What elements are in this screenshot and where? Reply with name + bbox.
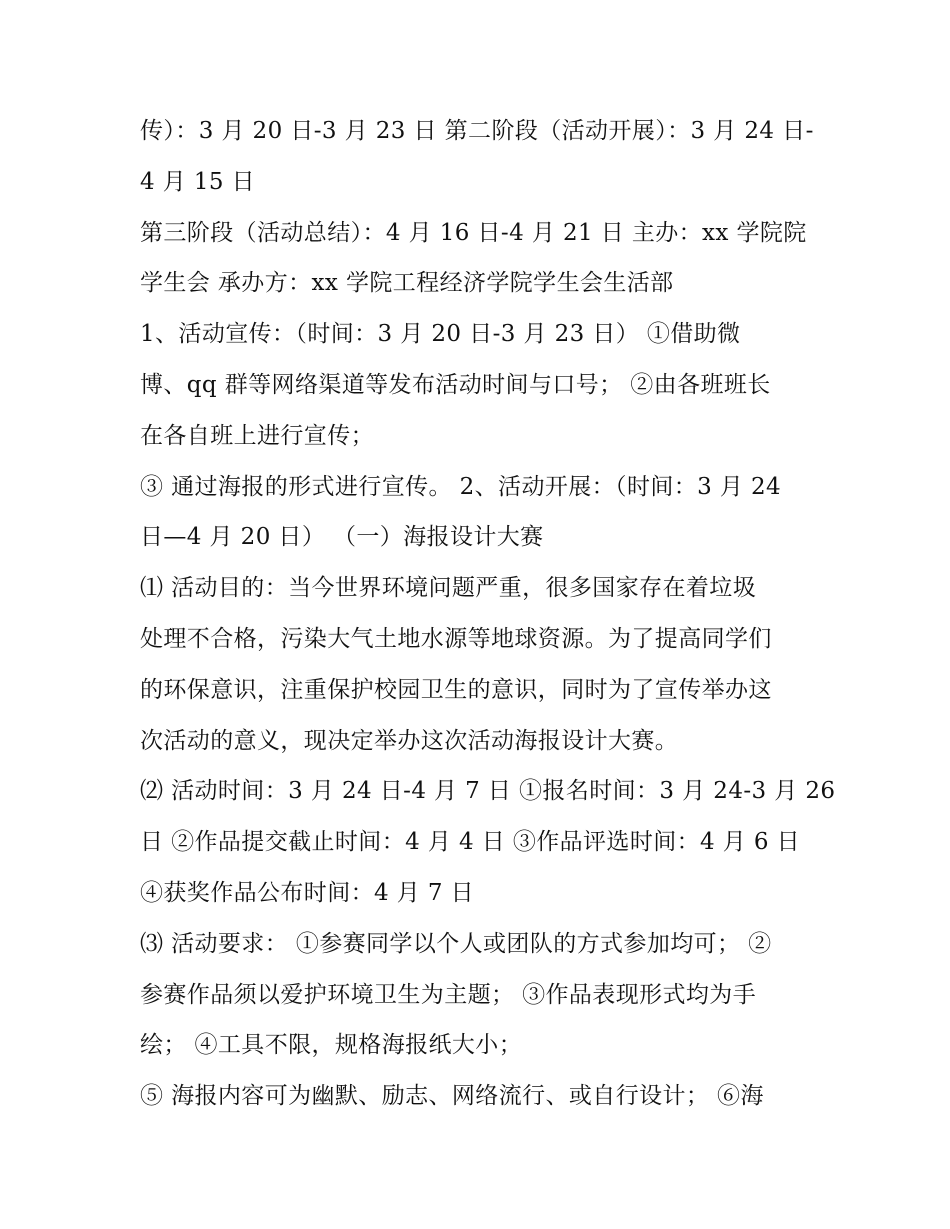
text-line: ④获奖作品公布时间：4 月 7 日 xyxy=(140,879,474,906)
text-line: ⑶ 活动要求： ①参赛同学以个人或团队的方式参加均可； ② xyxy=(140,930,772,957)
text-line: 的环保意识，注重保护校园卫生的意识，同时为了宣传举办这 xyxy=(140,676,772,703)
text-line: 4 月 15 日 xyxy=(140,168,256,195)
text-line: 处理不合格，污染大气土地水源等地球资源。为了提高同学们 xyxy=(140,625,772,652)
text-line: ⑤ 海报内容可为幽默、励志、网络流行、或自行设计； ⑥海 xyxy=(140,1083,764,1110)
text-line: 传）：3 月 20 日-3 月 23 日 第二阶段（活动开展）：3 月 24 日- xyxy=(140,118,814,144)
text-line: ⑵ 活动时间：3 月 24 日-4 月 7 日 ①报名时间：3 月 24-3 月 26 xyxy=(140,778,836,805)
text-line: 学生会 承办方：xx 学院工程经济学院学生会生活部 xyxy=(140,270,674,297)
text-line: 日 ②作品提交截止时间：4 月 4 日 ③作品评选时间：4 月 6 日 xyxy=(140,829,801,856)
text-line: 参赛作品须以爱护环境卫生为主题； ③作品表现形式均为手 xyxy=(140,981,757,1008)
text-line: ③ 通过海报的形式进行宣传。 2、活动开展：（时间：3 月 24 xyxy=(140,473,782,500)
document-body xyxy=(140,106,836,1122)
text-line: 博、qq 群等网络渠道等发布活动时间与口号； ②由各班班长 xyxy=(140,371,771,398)
text-line: 绘； ④工具不限，规格海报纸大小； xyxy=(140,1032,523,1059)
text-line: 次活动的意义，现决定举办这次活动海报设计大赛。 xyxy=(140,727,679,754)
text-line: 1、活动宣传：（时间：3 月 20 日-3 月 23 日） ①借助微 xyxy=(140,321,741,348)
text-line: 在各自班上进行宣传； xyxy=(140,422,374,449)
text-line: ⑴ 活动目的：当今世界环境问题严重，很多国家存在着垃圾 xyxy=(140,575,757,602)
text-line: 日—4 月 20 日） （一）海报设计大赛 xyxy=(140,524,544,551)
text-line: 第三阶段（活动总结）：4 月 16 日-4 月 21 日 主办：xx 学院院 xyxy=(140,219,807,246)
